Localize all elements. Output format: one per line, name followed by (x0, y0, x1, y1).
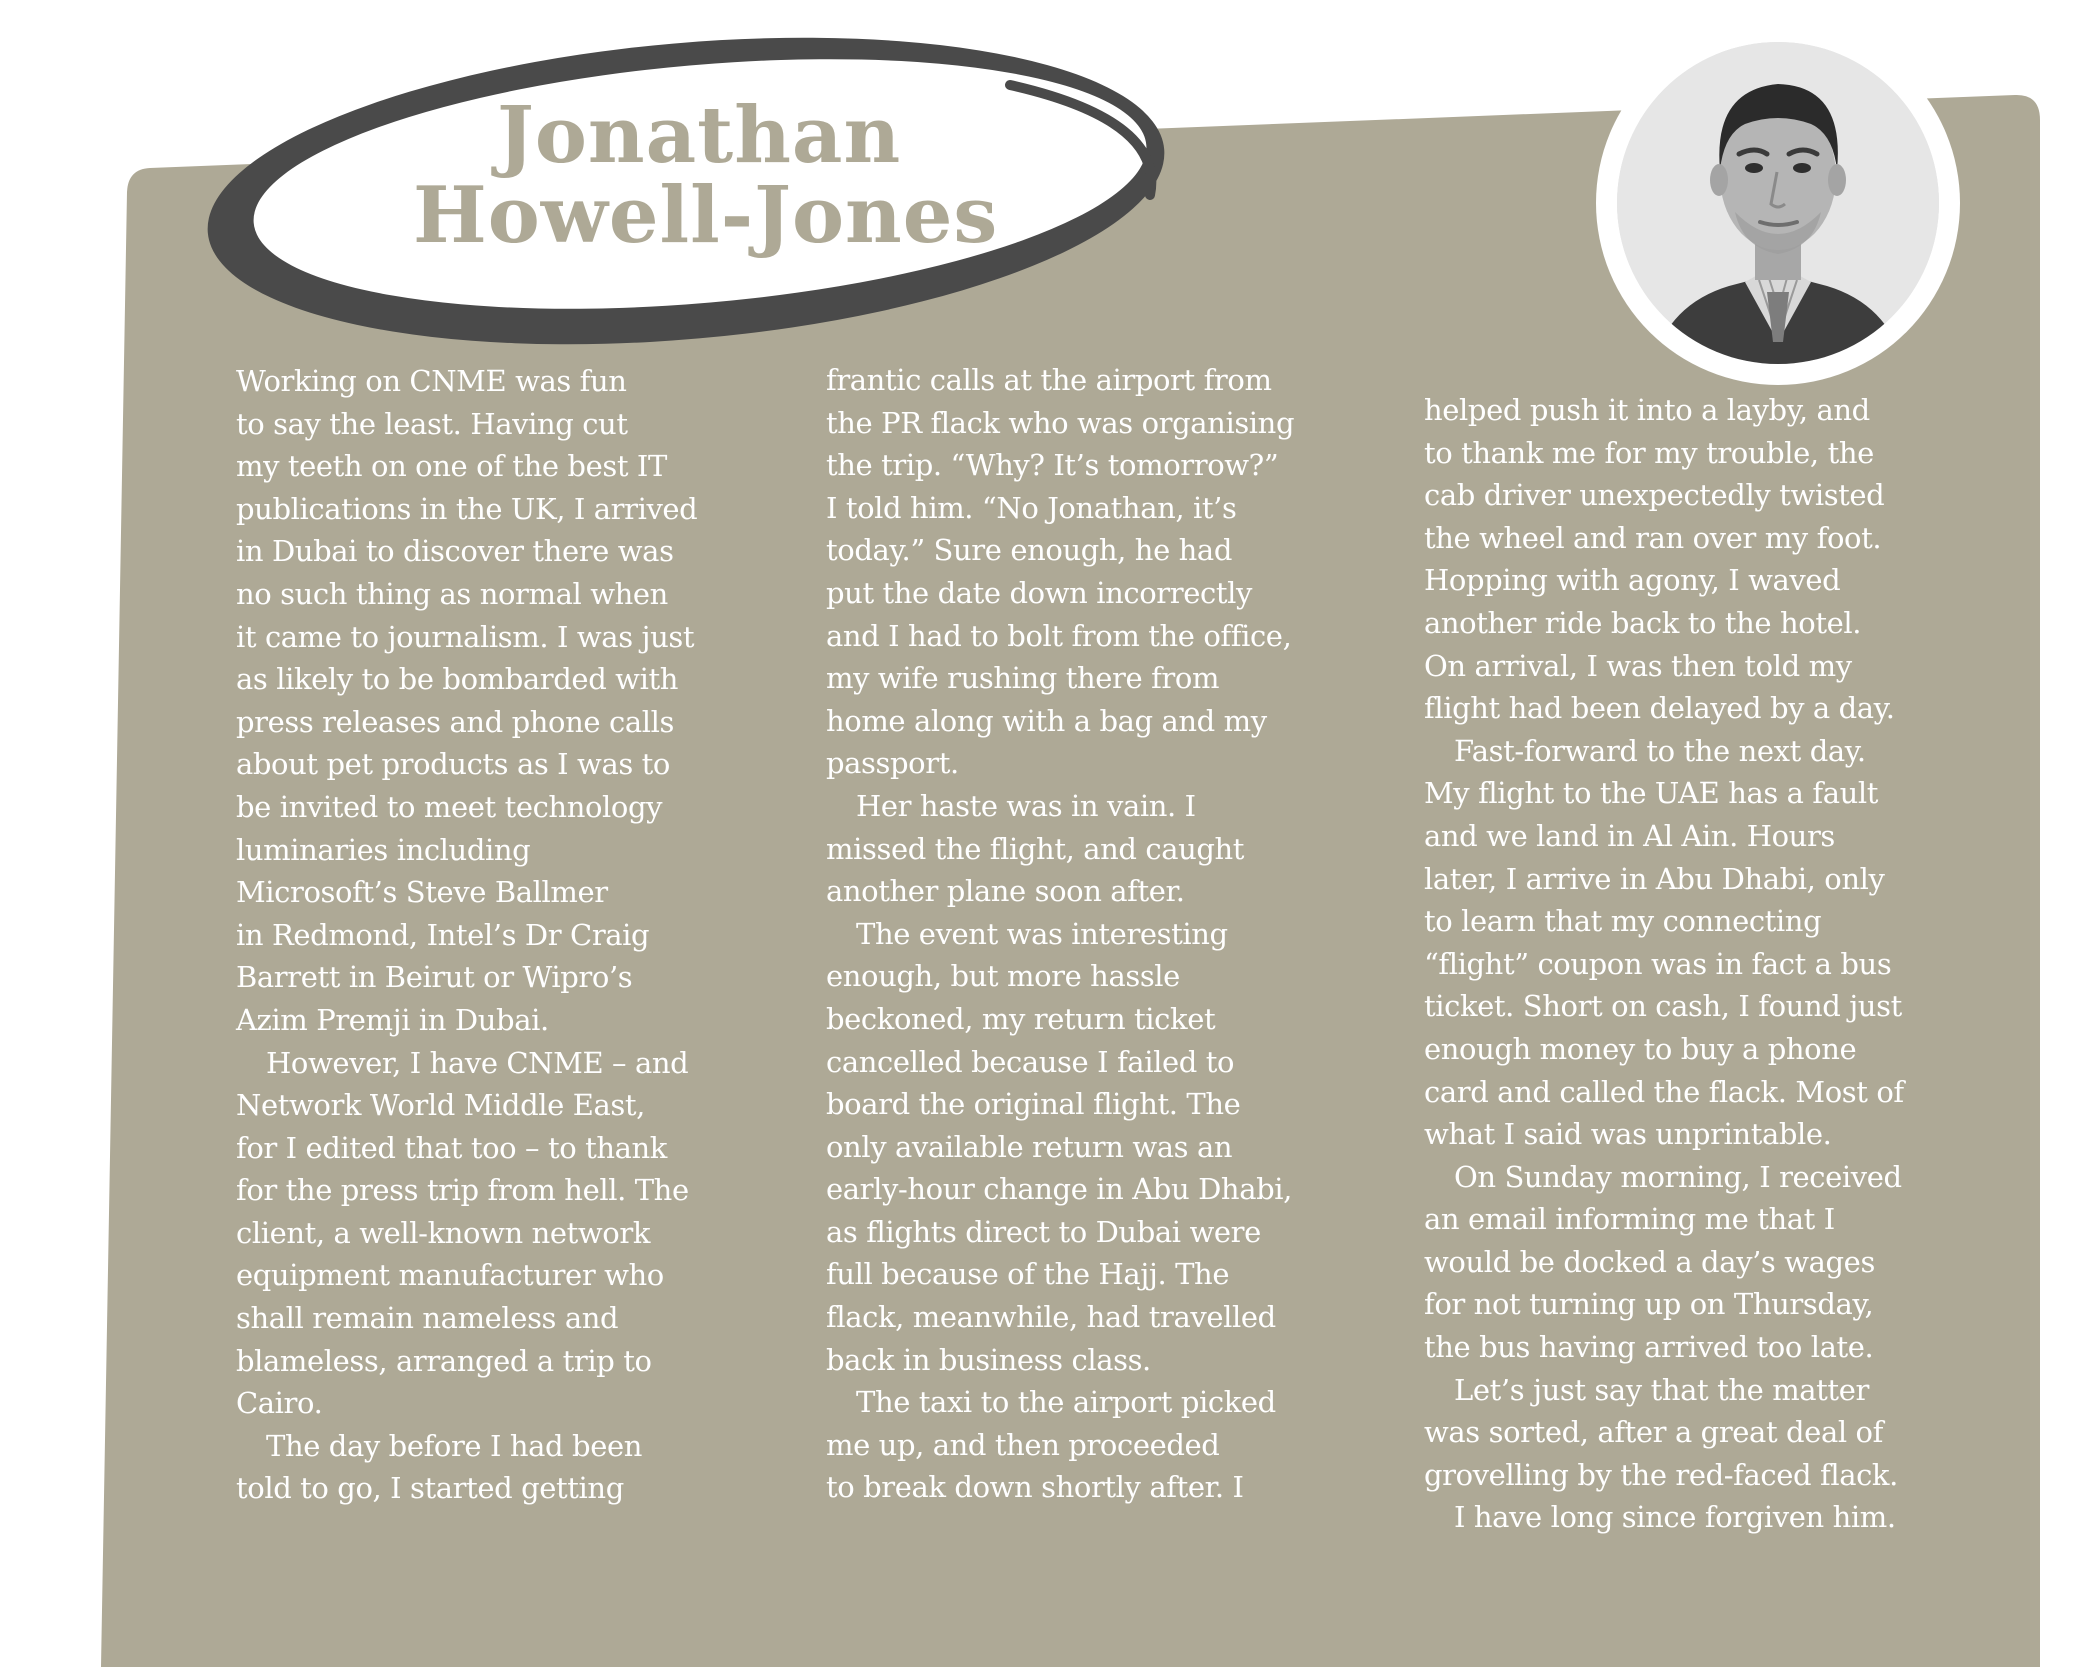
text-line: board the original flight. The (826, 1087, 1241, 1122)
text-line: My flight to the UAE has a fault (1424, 776, 1879, 811)
article-paragraph (1424, 1369, 1984, 1497)
article-column-1 (236, 360, 766, 1510)
text-line: what I said was unprintable. (1424, 1117, 1832, 1152)
text-line: home along with a bag and my (826, 703, 1267, 738)
article-paragraph (826, 359, 1356, 785)
text-line: in Dubai to discover there was (236, 534, 674, 569)
text-line: Let’s just say that the matter (1454, 1372, 1869, 1407)
text-line: told to go, I started getting (236, 1471, 624, 1506)
article-paragraph (826, 1381, 1356, 1509)
text-line: today.” Sure enough, he had (826, 533, 1232, 568)
text-line: Fast-forward to the next day. (1454, 733, 1866, 768)
text-line: flack, meanwhile, had travelled (826, 1300, 1276, 1335)
text-line: to break down shortly after. I (826, 1470, 1244, 1505)
text-line: another plane soon after. (826, 874, 1185, 909)
text-line: Microsoft’s Steve Ballmer (236, 875, 608, 910)
article-column-2 (826, 359, 1356, 1509)
text-line: the trip. “Why? It’s tomorrow?” (826, 448, 1279, 483)
text-line: enough, but more hassle (826, 959, 1180, 994)
person-portrait-icon (1617, 42, 1939, 364)
text-line: Working on CNME was fun (236, 364, 627, 398)
text-line: flight had been delayed by a day. (1424, 691, 1895, 726)
text-line: an email informing me that I (1424, 1202, 1835, 1237)
text-line: the bus having arrived too late. (1424, 1330, 1874, 1365)
text-line: back in business class. (826, 1342, 1151, 1377)
text-line: I have long since forgiven him. (1454, 1500, 1896, 1535)
article-paragraph (826, 785, 1356, 913)
text-line: Hopping with agony, I waved (1424, 563, 1841, 598)
text-line: card and called the flack. Most of (1424, 1074, 1904, 1109)
text-line: Cairo. (236, 1386, 323, 1421)
article-paragraph (236, 360, 766, 1042)
text-line: equipment manufacturer who (236, 1258, 664, 1293)
text-line: the PR flack who was organising (826, 405, 1295, 440)
text-line: my teeth on one of the best IT (236, 449, 667, 484)
text-line: luminaries including (236, 832, 531, 867)
text-line: blameless, arranged a trip to (236, 1343, 652, 1378)
text-line: beckoned, my return ticket (826, 1001, 1216, 1036)
text-line: Her haste was in vain. I (856, 788, 1196, 823)
text-line: Network World Middle East, (236, 1088, 645, 1123)
text-line: and I had to bolt from the office, (826, 618, 1292, 653)
text-line: in Redmond, Intel’s Dr Craig (236, 917, 650, 952)
text-line: The event was interesting (856, 916, 1228, 951)
article-paragraph (826, 913, 1356, 1382)
text-line: would be docked a day’s wages (1424, 1244, 1875, 1279)
text-line: for not turning up on Thursday, (1424, 1287, 1874, 1322)
text-line: put the date down incorrectly (826, 575, 1252, 610)
text-line: the wheel and ran over my foot. (1424, 520, 1882, 555)
text-line: frantic calls at the airport from (826, 363, 1272, 397)
text-line: to thank me for my trouble, the (1424, 435, 1874, 470)
text-line: passport. (826, 746, 959, 781)
text-line: shall remain nameless and (236, 1301, 619, 1336)
text-line: cancelled because I failed to (826, 1044, 1235, 1079)
author-last-name: Howell-Jones (413, 170, 999, 261)
article-paragraph (236, 1042, 766, 1425)
author-first-name: Jonathan (497, 90, 902, 181)
text-line: as flights direct to Dubai were (826, 1214, 1261, 1249)
text-line: it came to journalism. I was just (236, 619, 695, 654)
text-line: for I edited that too – to thank (236, 1130, 667, 1165)
text-line: ticket. Short on cash, I found just (1424, 989, 1902, 1024)
text-line: I told him. “No Jonathan, it’s (826, 490, 1237, 525)
text-line: Azim Premji in Dubai. (236, 1002, 549, 1037)
text-line: no such thing as normal when (236, 576, 668, 611)
text-line: publications in the UK, I arrived (236, 491, 698, 526)
text-line: my wife rushing there from (826, 661, 1220, 696)
text-line: full because of the Hajj. The (826, 1257, 1230, 1292)
text-line: press releases and phone calls (236, 704, 674, 739)
text-line: enough money to buy a phone (1424, 1031, 1857, 1066)
text-line: was sorted, after a great deal of (1424, 1415, 1883, 1450)
text-line: “flight” coupon was in fact a bus (1424, 946, 1892, 981)
text-line: only available return was an (826, 1129, 1233, 1164)
author-portrait (1617, 42, 1939, 364)
text-line: as likely to be bombarded with (236, 662, 679, 697)
text-line: missed the flight, and caught (826, 831, 1245, 866)
article-paragraph (1424, 1156, 1984, 1369)
text-line: early-hour change in Abu Dhabi, (826, 1172, 1292, 1207)
text-line: However, I have CNME – and (266, 1045, 689, 1080)
article-paragraph (1424, 730, 1984, 1156)
text-line: On Sunday morning, I received (1454, 1159, 1902, 1194)
text-line: The taxi to the airport picked (856, 1385, 1276, 1420)
text-line: cab driver unexpectedly twisted (1424, 478, 1885, 513)
text-line: client, a well-known network (236, 1215, 651, 1250)
text-line: me up, and then proceeded (826, 1427, 1220, 1462)
text-line: grovelling by the red-faced flack. (1424, 1457, 1898, 1492)
text-line: another ride back to the hotel. (1424, 605, 1862, 640)
article-column-3 (1424, 389, 1984, 1539)
text-line: The day before I had been (266, 1428, 643, 1463)
text-line: be invited to meet technology (236, 789, 663, 824)
text-line: On arrival, I was then told my (1424, 648, 1852, 683)
text-line: and we land in Al Ain. Hours (1424, 818, 1835, 853)
article-paragraph (1424, 389, 1984, 730)
article-paragraph (236, 1425, 766, 1510)
article-paragraph (1424, 1496, 1984, 1539)
text-line: to say the least. Having cut (236, 406, 628, 441)
text-line: about pet products as I was to (236, 747, 670, 782)
text-line: to learn that my connecting (1424, 904, 1822, 939)
text-line: Barrett in Beirut or Wipro’s (236, 960, 633, 995)
text-line: helped push it into a layby, and (1424, 393, 1870, 427)
text-line: for the press trip from hell. The (236, 1173, 689, 1208)
text-line: later, I arrive in Abu Dhabi, only (1424, 861, 1885, 896)
